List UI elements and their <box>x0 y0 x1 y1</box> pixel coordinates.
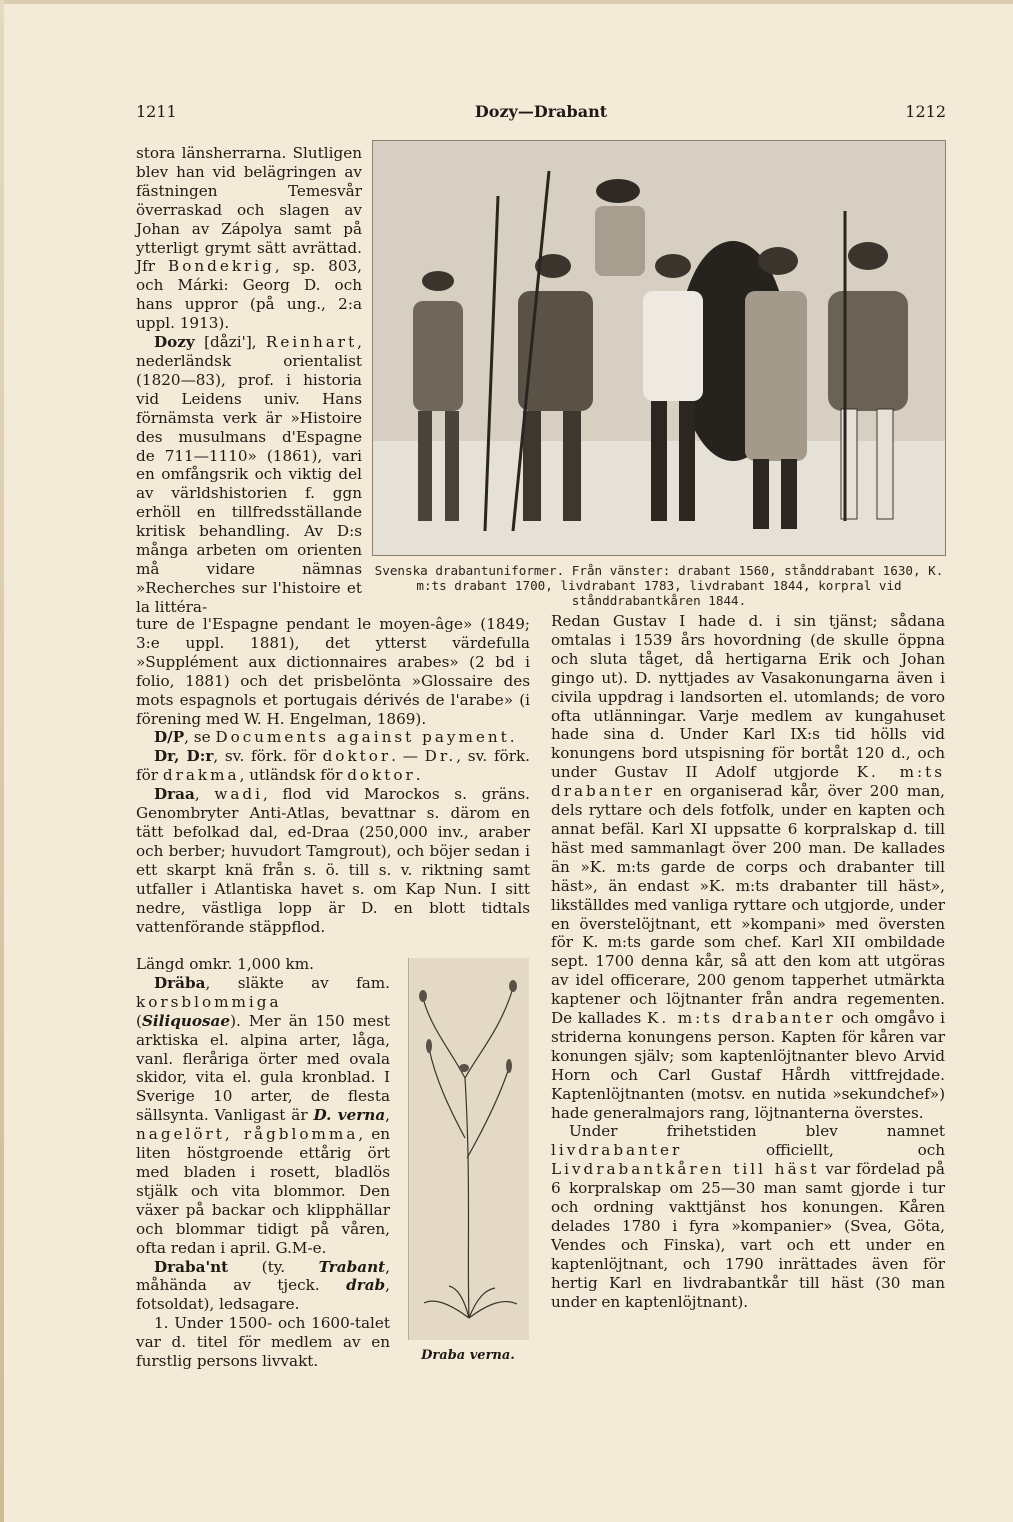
entry-headword: Dozy <box>154 333 195 352</box>
entry-draba: Dräba, släkte av fam. korsblommiga (Siliquosae). Mer än 150 mest arktiska el. alpina arter, låga, vanl. fleråriga örter med ovala skidor, vita el. gula kronblad. I Sverige 10 arter, de flesta sällsynta. Vanligast är D. verna, nagelört, rågblomma, en liten höstgroende ettårig ört med bladen i rosett, bladlös stjälk och vita blommor. Den växer på backar och klipphällar och blommar tidigt på våren, ofta redan i april. G.M-e. <box>136 973 390 1257</box>
left-column-top <box>136 144 362 617</box>
draba-verna-illustration <box>408 958 529 1340</box>
entry-headword: D/P <box>154 728 185 747</box>
entry-headword: Draa <box>154 785 195 804</box>
drabant-uniforms-illustration <box>372 140 946 556</box>
paragraph-drabant-history: Redan Gustav I hade d. i sin tjänst; sådana omtalas i 1539 års hovordning (de skulle öppna och sluta tåget, då hertigarna Erik och Johan gingo ut). D. nyttjades av Vasakonungarna även i civila uppdrag i landsorten el. utomlands; de voro ofta utlänningar. Varje medlem av kungahuset hade sina d. Under Karl IX:s tid hölls vid konungens bord utspisning för bortåt 120 d., och under Gustav II Adolf utgjorde K. m:ts drabanter en organiserad kår, över 200 man, dels ryttare och dels fotfolk, under en kapten och annat befäl. Karl XI uppsatte 6 korpralskap d. till häst med sammanlagt över 200 man. De kallades än »K. m:ts garde de corps och drabanter till häst», än endast »K. m:ts drabanter till häst», likställdes med vanliga ryttare och utgjorde, under en överstelöjtnant, ett »kompani» med översten för K. m:ts garde som chef. Karl XII ombildade sept. 1700 denna kår, så att den kom att utgöras av idel officerare, 200 genom tapperhet utmärkta kaptener och löjtnanter från andra regementen. De kallades K. m:ts drabanter och omgåvo i striderna konungens person. Kapten för kåren var konungen själv; som kaptenlöjtnanter blevo Arvid Horn och Carl Gustaf Hårdh vittfrejdade. Kaptenlöjtnanten (motsv. en nutida »sekundchef») hade generalmajors rang, löjtnanterna överstes. <box>551 612 945 1122</box>
entry-headword: Dr, D:r <box>154 747 214 766</box>
entry-headword: Draba'nt <box>154 1257 229 1276</box>
entry-dp: D/P, se Documents against payment. <box>154 728 515 747</box>
entry-dr: Dr, D:r, sv. förk. för doktor. — Dr., sv. förk. för drakma, utländsk för doktor. <box>136 747 530 785</box>
left-column-lower <box>136 955 390 1371</box>
right-column <box>551 612 945 1312</box>
entry-draa: Draa, wadi, flod vid Marockos s. gräns. Genombryter Anti-Atlas, bevattnar s. därom en tätt befolkad dal, ed-Draa (250,000 inv., araber och berber; huvudort Tamgrout), och böjer sedan i ett skarpt knä från s. ö. till s. v. riktning samt utfaller i Atlantiska havet s. om Kap Nun. I sitt nedre, västliga lopp är D. en blott tidtals vattenförande stäppflod. <box>136 785 531 936</box>
entry-headword: Dräba <box>154 973 206 992</box>
draba-caption: Draba verna. <box>421 1348 515 1363</box>
left-column-main <box>136 615 530 936</box>
paragraph-dozy-cont: ture de l'Espagne pendant le moyen-âge» (1849; 3:e uppl. 1881), det ytterst värdefulla »Supplément aux dictionnaires arabes» (2 bd i folio, 1881) och det prisbelönta »Glossaire des mots espagnols et portugais dérivés de l'arabe» (i förening med W. H. Engelman, 1869). <box>136 615 530 728</box>
page-number-right: 1212 <box>905 102 946 121</box>
paragraph-drabant-1: 1. Under 1500- och 1600-talet var d. titel för medlem av en furstlig persons livvakt. <box>136 1314 390 1371</box>
page-header <box>136 102 946 126</box>
uniforms-engraving <box>373 141 945 555</box>
uniforms-caption: Svenska drabantuniformer. Från vänster: drabant 1560, stånddrabant 1630, K. m:ts drabant 1700, livdrabant 1783, livdrabant 1844, korpral vid stånddrabantkåren 1844. <box>374 563 944 608</box>
running-title: Dozy—Drabant <box>474 102 608 121</box>
page-edge <box>0 0 1013 4</box>
paragraph-draa-length: Längd omkr. 1,000 km. <box>136 955 314 973</box>
paragraph-dozsa-end: stora länsherrarna. Slutligen blev han vid belägringen av fästningen Temesvår överraskad och slagen av Johan av Zápolya samt på ytterligt grymt sätt avrättad. Jfr Bondekrig, sp. 803, och Márki: Georg D. och hans uppror (på ung., 2:a uppl. 1913). <box>136 144 362 333</box>
page-number-left: 1211 <box>136 102 177 121</box>
draba-verna-drawing <box>409 958 529 1340</box>
entry-dozy: Dozy [dåzi'], Reinhart, nederländsk orientalist (1820—83), prof. i historia vid Leidens univ. Hans förnämsta verk är »Histoire des musulmans d'Espagne de 711—1110» (1861), vari en omfångsrik och viktig del av världshistorien f. ggn erhöll en tillfredsställande kritisk behandling. Av D:s många arbeten om orienten må vidare nämnas »Recherches sur l'histoire et la littéra- <box>136 333 362 616</box>
entry-drabant: Draba'nt (ty. Trabant, måhända av tjeck. drab, fotsoldat), ledsagare. <box>136 1257 390 1314</box>
paragraph-frihetstiden: Under frihetstiden blev namnet livdrabanter officiellt, och Livdrabantkåren till häst var fördelad på 6 korpralskap om 25—30 man samt gjorde i tur och ordning vakttjänst hos konungen. Kåren delades 1780 i fyra »kompanier» (Svea, Göta, Vendes och Finska), vart och ett under en kaptenlöjtnant, och 1790 inrättades även för hertig Karl en livdrabantkår till häst (30 man under en kaptenlöjtnant). <box>551 1122 945 1311</box>
page-edge-left <box>0 0 4 1522</box>
